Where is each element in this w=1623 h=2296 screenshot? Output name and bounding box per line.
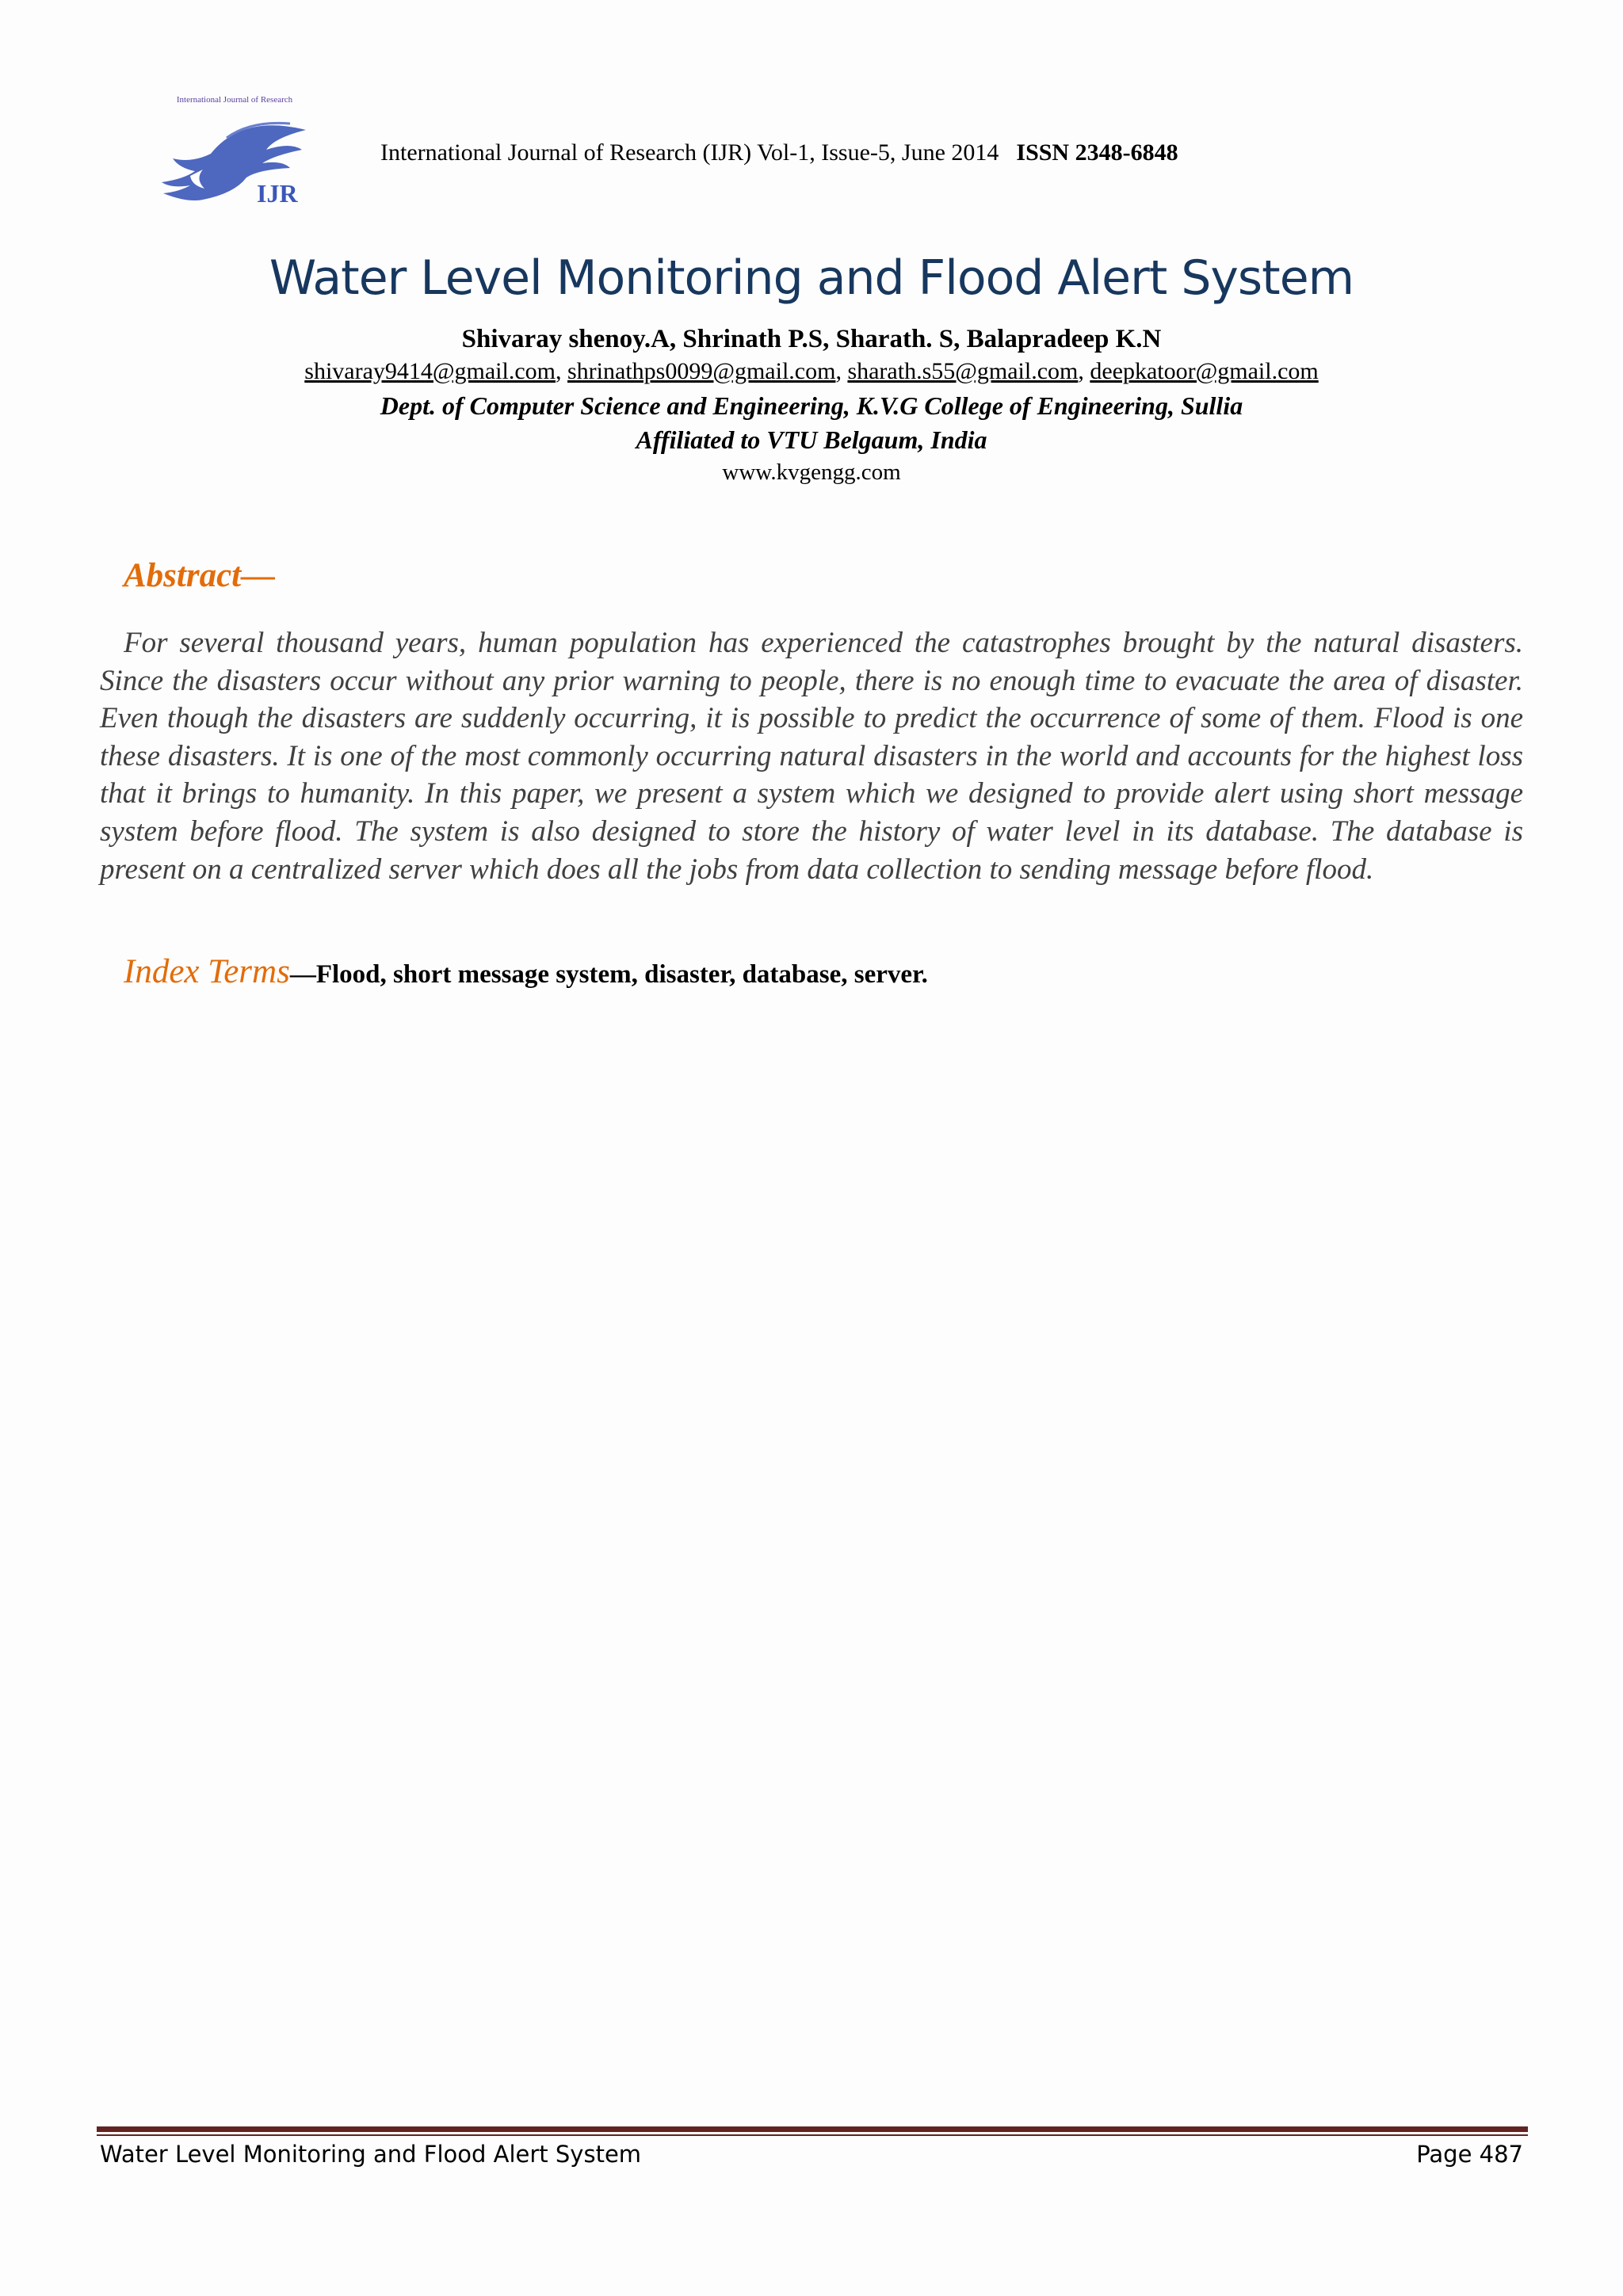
logo-mark: IJR [257,179,298,208]
logo-caption: International Journal of Research [176,95,293,105]
footer-title: Water Level Monitoring and Flood Alert System [100,2141,642,2168]
author-emails: shivaray9414@gmail.com, shrinathps0099@gmail.com, sharath.s55@gmail.com, deepkatoor@gmail.com [304,358,1319,384]
footer-rule [97,2126,1528,2132]
index-terms-heading: Index Terms [124,953,290,990]
index-terms-text: —Flood, short message system, disaster, database, server. [289,960,928,989]
email-link[interactable]: shivaray9414@gmail.com [304,358,556,384]
paper-title: Water Level Monitoring and Flood Alert System [269,250,1354,306]
email-link[interactable]: shrinathps0099@gmail.com [567,358,836,384]
footer-rule-thin [97,2134,1528,2136]
issn: ISSN 2348-6848 [1016,139,1178,166]
department: Dept. of Computer Science and Engineering, K.V.G College of Engineering, Sullia [380,391,1243,420]
affiliation: Affiliated to VTU Belgaum, India [636,425,987,454]
journal-header [380,139,1178,166]
journal-info: International Journal of Research (IJR) Vol-1, Issue-5, June 2014 [380,139,999,166]
ijr-logo [155,95,314,222]
website: www.kvgengg.com [722,460,901,485]
email-link[interactable]: deepkatoor@gmail.com [1090,358,1319,384]
email-link[interactable]: sharath.s55@gmail.com [847,358,1079,384]
abstract-heading: Abstract— [124,557,276,594]
authors: Shivaray shenoy.A, Shrinath P.S, Sharath. S, Balapradeep K.N [461,325,1162,353]
page-number: Page 487 [1416,2141,1523,2168]
abstract-text: For several thousand years, human population has experienced the catastrophes brought by the natural disasters. Since the disasters occur without any prior warning to people, there is no enough time to evacuate the area of disaster. Even though the disasters are suddenly occurring, it is possible to predict the occurrence of some of them. Flood is one these disasters. It is one of the most commonly occurring natural disasters in the world and accounts for the highest loss that it brings to humanity. In this paper, we present a system which we designed to provide alert using short message system before flood. The system is also designed to store the history of water level in its database. The database is present on a centralized server which does all the jobs from data collection to sending message before flood. [100,627,1523,886]
index-terms [124,952,928,991]
